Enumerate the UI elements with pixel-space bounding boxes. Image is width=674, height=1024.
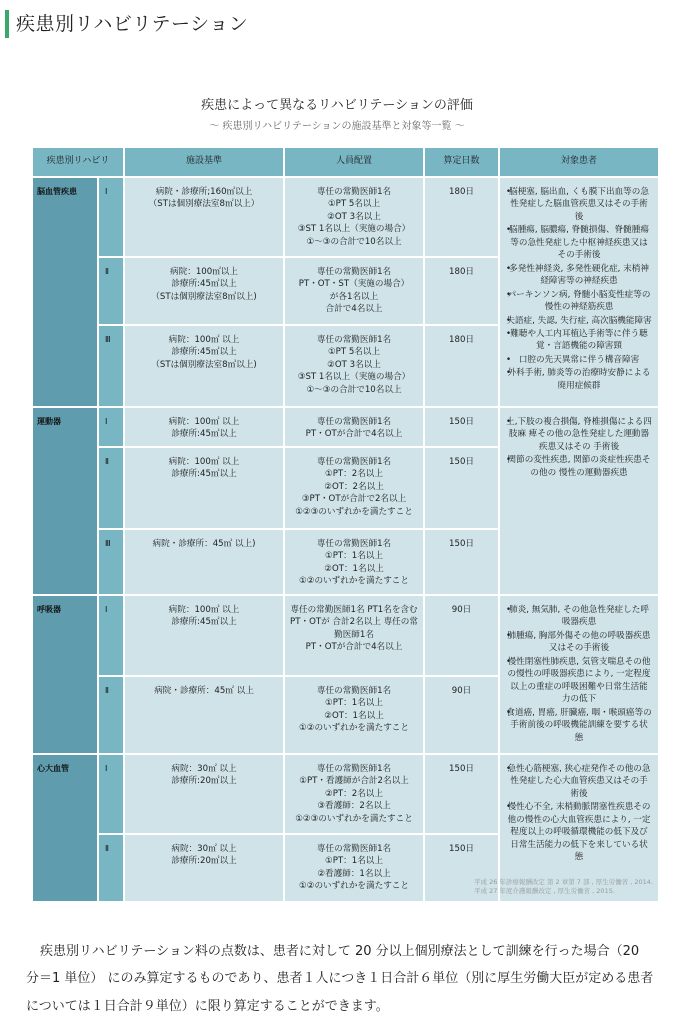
table-title: 疾患によって異なるリハビリテーションの評価 [201,98,473,113]
facility-cell [124,834,284,902]
facility-line: （STは個別療法室8㎡以上) [151,359,257,370]
staff-line: 専任の常勤医師1名 [316,685,392,696]
patients-list [506,186,652,392]
table-row [32,407,659,447]
staff-cell [284,325,424,407]
patient-item: • 慢性閉塞性肺疾患, 気管支喘息その他の慢性の呼吸器疾患により, 一定程度以上の重症の呼吸困難や日常生活能力の低下 [506,656,652,706]
level-cell: Ⅱ [98,447,124,529]
staff-line: ①〜③の合計で10名以上 [306,236,402,247]
staff-line: ②OT 3名以上 [327,359,381,370]
patients-list [506,604,652,744]
category-cell: 呼吸器 [32,595,98,754]
category-cell: 運動器 [32,407,98,595]
category-cell: 心大血管 [32,754,98,902]
days-cell: 150日 [424,407,499,447]
facility-line: 診療所:20㎡以上 [171,856,237,867]
staff-line: が各1名以上 [329,291,379,302]
staff-line: ①②のいずれかを満たすこと [299,723,409,734]
facility-line: 診療所:45㎡以上 [171,429,237,440]
patient-item: • 肺炎, 無気肺, その他急性発症した呼吸器疾患 [506,604,652,629]
facility-line: 病院：100㎡ 以上 [168,605,240,615]
patients-cell [499,177,659,407]
table-row [32,595,659,676]
days-cell: 150日 [424,754,499,834]
rehab-criteria-table [31,146,660,903]
days-cell: 150日 [424,834,499,902]
facility-cell [124,407,284,447]
facility-cell [124,529,284,595]
patients-list [506,416,652,479]
patients-list [506,763,652,864]
staff-line: 専任の常勤医師1名 [316,267,392,277]
col-header-patients: 対象患者 [499,147,659,177]
patient-item: • 口腔の先天異常に伴う構音障害 [506,354,652,366]
level-cell: Ⅲ [98,325,124,407]
staff-line: PT・OTが合計で4名以上 [305,429,403,440]
staff-line: 専任の常勤医師1名 [316,763,392,774]
days-cell: 150日 [424,529,499,595]
level-cell: Ⅲ [98,529,124,595]
patient-item: • 脳梗塞, 脳出血, くも膜下出血等の急性発症した脳血管疾患又はその手術後 [506,186,652,223]
staff-cell [284,676,424,754]
staff-line: ①PT：1名以上 [325,551,383,562]
days-cell: 180日 [424,325,499,407]
staff-line: 専任の常勤医師1名 [316,457,392,467]
staff-cell [284,177,424,257]
staff-cell [284,529,424,595]
facility-line: 診療所:45㎡以上 [171,469,237,480]
col-header-days: 算定日数 [424,147,499,177]
patient-item: • パーキンソン病, 脊髄小脳変性症等の慢性の神経筋疾患 [506,289,652,314]
level-cell: Ⅱ [98,257,124,325]
staff-line: ①PT 5名以上 [327,347,381,358]
patient-item: • 脳腫瘍, 脳膿瘍, 脊髄損傷、脊髄腫瘍等の急性発症した中枢神経疾患又はその手術後 [506,224,652,261]
staff-line: ①②③のいずれかを満たすこと [295,813,413,824]
facility-cell [124,447,284,529]
staff-line: ①②のいずれかを満たすこと [299,881,409,892]
patients-cell [499,595,659,754]
staff-line: 専任の常勤医師1名 [316,187,392,197]
staff-line: ①PT：2名以上 [325,469,383,480]
patient-item: • 外科手術, 肺炎等の治療時安静による廃用症候群 [506,367,652,392]
table-row [32,177,659,257]
days-cell: 150日 [424,447,499,529]
facility-line: 病院：100㎡ 以上 [168,417,240,427]
patient-item: • 慢性心不全, 末梢動脈閉塞性疾患その他の慢性の心大血管疾患により, 一定程度以上の呼吸循環機能の低下及び日常生活能力の低下を来している状態 [506,801,652,863]
category-cell: 脳血管疾患 [32,177,98,407]
header-accent-bar [5,10,9,38]
staff-line: ①PT：1名以上 [325,698,383,709]
staff-line: ③ST 1名以上（実施の場合） [297,224,411,235]
staff-line: ②看護師：1名以上 [317,868,391,879]
level-cell: Ⅰ [98,754,124,834]
facility-line: 病院・診療所;160㎡以上 [155,187,253,197]
level-cell: Ⅱ [98,834,124,902]
level-cell: Ⅱ [98,676,124,754]
staff-line: ②PT：2名以上 [325,788,383,799]
source-citation [474,878,664,896]
staff-line: ③ST 1名以上（実施の場合） [297,372,411,383]
col-header-category: 疾患別リハビリ [32,147,124,177]
staff-line: ②OT：1名以上 [324,563,384,574]
days-cell: 180日 [424,177,499,257]
explanation-paragraph: 疾患別リハビリテーション料の点数は、患者に対して 20 分以上個別療法として訓練を行った場合（20 分＝1 単位） にのみ算定するものであり、患者１人につき１日合計６単位（別に厚生労働大臣が定める患者については１日合計９単位）に限り算定することができます。 [26,944,654,1014]
staff-line: 専任の常勤医師1名 [316,843,392,854]
patient-item: • 急性心筋梗塞, 狭心症発作その他の急性発症した心大血管疾患又はその手術後 [506,763,652,800]
facility-cell [124,177,284,257]
staff-line: PT・OT・ST（実施の場合） [298,279,410,290]
staff-line: ①〜③の合計で10名以上 [306,384,402,395]
page-title: 疾患別リハビリテーション [16,13,249,35]
staff-line: ①②③のいずれかを満たすこと [295,506,413,517]
facility-cell [124,595,284,676]
facility-line: 病院：100㎡ 以上 [168,457,240,467]
facility-line: 病院：100㎡以上 [170,267,238,277]
staff-line: ①②のいずれかを満たすこと [299,576,409,587]
facility-line: 病院・診療所：45㎡ 以上 [154,685,254,696]
staff-cell [284,447,424,529]
days-cell: 90日 [424,676,499,754]
staff-line: ②OT：1名以上 [324,710,384,721]
facility-line: （STは個別療法室8㎡以上） [148,199,260,210]
facility-line: 診療所:45㎡以上 [171,347,237,358]
staff-line: ①PT 5名以上 [327,199,381,210]
level-cell: Ⅰ [98,407,124,447]
staff-line: 合計で4名以上 [325,304,383,315]
facility-line: 病院・診療所：45㎡ 以上) [152,539,256,549]
source-line: 平成 27 年度介護報酬改定 , 厚生労働省 , 2015. [474,886,615,895]
facility-cell [124,257,284,325]
facility-line: 診療所:45㎡以上 [171,617,237,628]
staff-cell [284,834,424,902]
facility-line: （STは個別療法室8㎡以上) [151,291,257,302]
patient-item: • 上,下肢の複合損傷, 脊椎損傷による四肢麻 痺その他の急性発症した運動器疾患又はその 手術後 [506,416,652,453]
table-subtitle: 〜 疾患別リハビリテーションの施設基準と対象等一覧 〜 [209,121,465,132]
patient-item: • 失語症, 失認, 失行症, 高次脳機能障害 [506,315,652,327]
facility-line: 病院：30㎡ 以上 [171,843,237,854]
page-header [0,8,674,40]
patient-item: • 肺腫瘍, 胸部外傷その他の呼吸器疾患又はその手術後 [506,630,652,655]
staff-cell [284,407,424,447]
patients-cell [499,407,659,595]
patient-item: • 食道癌, 胃癌, 肝臓癌, 咽・喉頭癌等の手術前後の呼吸機能訓練を要する状態 [506,707,652,744]
facility-line: 診療所:20㎡以上 [171,776,237,787]
staff-line: ③PT・OTが合計で2名以上 [301,494,407,505]
patient-item: • 難聴や人工内耳植込手術等に伴う聴覚・言語機能の障害頸 [506,328,652,353]
facility-cell [124,676,284,754]
staff-line: 専任の常勤医師1名 [316,335,392,345]
source-line: 平成 26 年診療報酬改定 第 2 章第 7 部 , 厚生労働省 , 2014. [474,878,654,886]
facility-line: 病院：100㎡ 以上 [168,335,240,345]
staff-line: PT・OTが合計で4名以上 [305,642,403,653]
col-header-facility: 施設基準 [124,147,284,177]
table-row [32,754,659,834]
days-cell: 180日 [424,257,499,325]
staff-cell [284,257,424,325]
facility-line: 診療所:45㎡以上 [171,279,237,290]
level-cell: Ⅰ [98,595,124,676]
staff-line: 専任の常勤医師1名 [316,539,392,549]
level-cell: Ⅰ [98,177,124,257]
facility-cell [124,325,284,407]
staff-line: ①PT：1名以上 [325,856,383,867]
staff-cell [284,595,424,676]
staff-line: ②OT 3名以上 [327,211,381,222]
facility-cell [124,754,284,834]
col-header-staff: 人員配置 [284,147,424,177]
patient-item: • 関節の変性疾患, 関節の炎症性疾患その他の 慢性の運動器疾患 [506,454,652,479]
patient-item: • 多発性神経炎, 多発性硬化症, 末梢神経障害等の神経疾患 [506,263,652,288]
days-cell: 90日 [424,595,499,676]
facility-line: 病院：30㎡ 以上 [171,763,237,774]
staff-cell [284,754,424,834]
staff-line: 専任の常勤医師1名 PT1名を含むPT・OTが 合計2名以上 専任の常勤医師1名 [290,605,418,640]
table-header-row [32,147,659,177]
staff-line: ②OT：2名以上 [324,481,384,492]
staff-line: ①PT・看護師が合計2名以上 [299,776,409,787]
staff-line: 専任の常勤医師1名 [316,417,392,427]
staff-line: ③看護師：2名以上 [317,801,391,812]
